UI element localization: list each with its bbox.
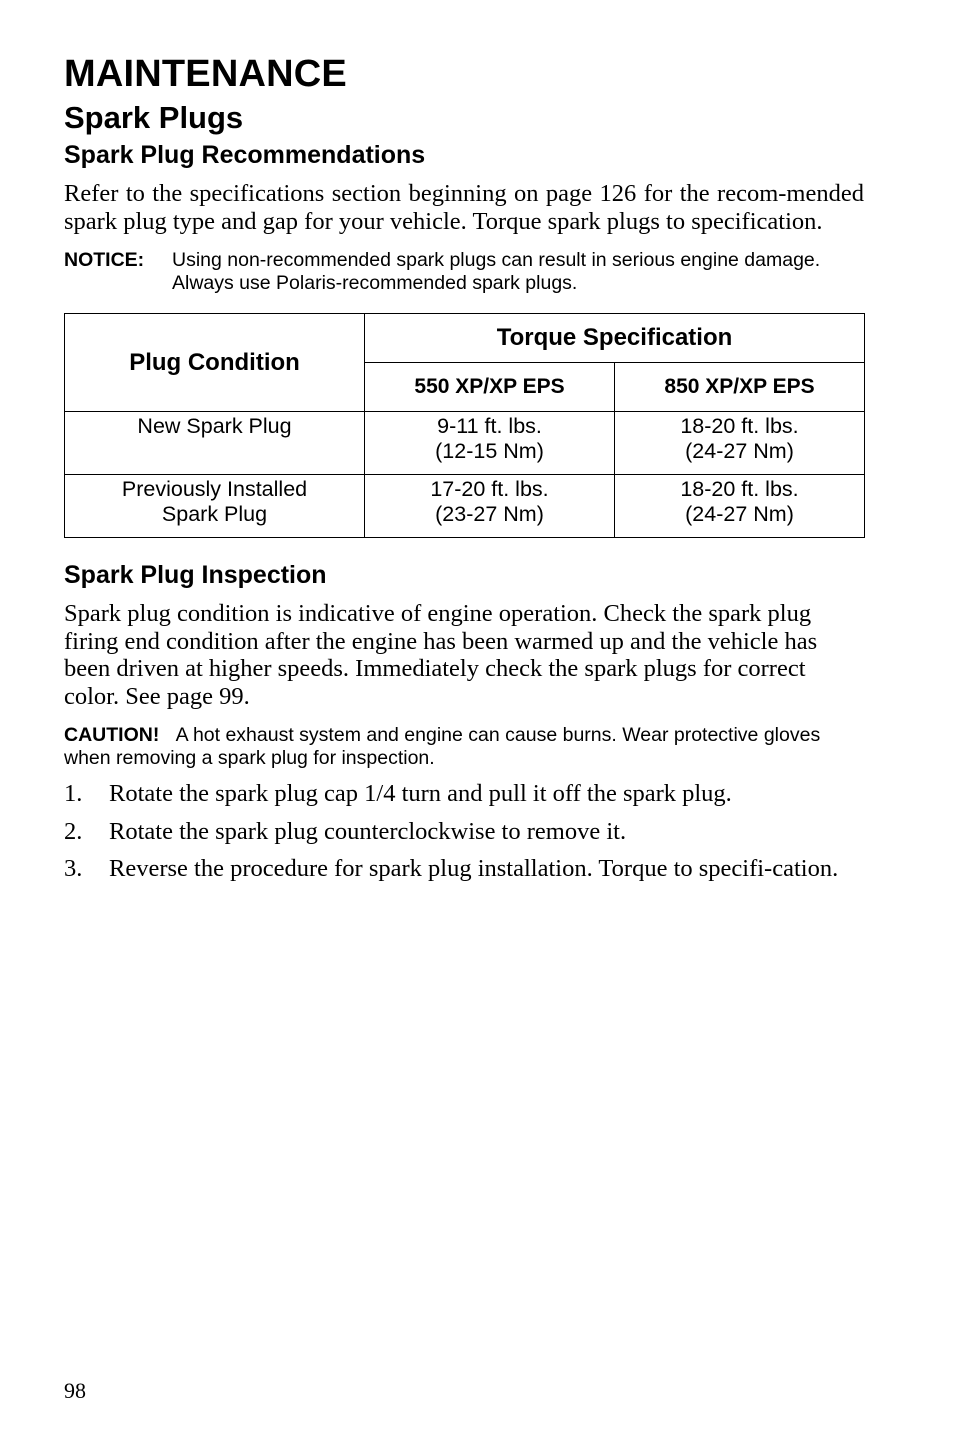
recommendations-paragraph: Refer to the specifications section beginning on page 126 for the recom-mended spark plug type and gap for your vehicle. Torque spark plugs to specification. <box>64 180 864 235</box>
header-plug-condition: Plug Condition <box>65 314 365 412</box>
cell-condition <box>65 412 365 475</box>
step-number: 2. <box>64 817 83 845</box>
notice-text: Using non-recommended spark plugs can result in serious engine damage. Always use Polaris-recommended spark plugs. <box>172 249 821 294</box>
list-item <box>64 780 864 808</box>
cell-line: Spark Plug <box>161 502 268 526</box>
cell-line: 9-11 ft. lbs. <box>437 414 542 438</box>
section-title: MAINTENANCE <box>64 53 347 95</box>
inspection-paragraph: Spark plug condition is indicative of engine operation. Check the spark plug firing end condition after the engine has been warmed up and the vehicle has been driven at higher speeds. Immediately check the spark plugs for correct color. See page 99. <box>64 600 818 710</box>
cell-line: 17-20 ft. lbs. <box>430 477 549 501</box>
step-text: Rotate the spark plug counterclockwise to remove it. <box>109 817 627 845</box>
procedure-steps <box>64 780 864 883</box>
torque-spec-table <box>64 313 865 538</box>
cell-550 <box>365 475 615 538</box>
header-550: 550 XP/XP EPS <box>365 363 615 412</box>
step-text: Rotate the spark plug cap 1/4 turn and pull it off the spark plug. <box>109 780 732 807</box>
step-number: 1. <box>64 780 83 807</box>
topic-title: Spark Plugs <box>64 100 244 135</box>
notice-block <box>64 249 864 295</box>
caution-label: CAUTION! <box>64 724 160 746</box>
recommendations-heading: Spark Plug Recommendations <box>64 141 426 169</box>
cell-condition <box>65 475 365 538</box>
list-item <box>64 818 864 846</box>
table-row <box>65 412 865 475</box>
cell-line: (24-27 Nm) <box>685 439 794 463</box>
cell-line: 18-20 ft. lbs. <box>680 477 799 501</box>
page-content <box>64 52 864 883</box>
step-number: 3. <box>64 855 83 882</box>
notice-label: NOTICE: <box>64 249 145 271</box>
cell-line: (12-15 Nm) <box>435 439 544 463</box>
caution-spacer <box>165 724 176 746</box>
cell-850 <box>615 475 865 538</box>
cell-line: (24-27 Nm) <box>685 502 794 526</box>
table-row <box>65 475 865 538</box>
header-torque-specification: Torque Specification <box>365 314 865 363</box>
cell-line: New Spark Plug <box>137 414 292 438</box>
inspection-heading: Spark Plug Inspection <box>64 561 327 589</box>
cell-550 <box>365 412 615 475</box>
cell-850 <box>615 412 865 475</box>
page-number: 98 <box>64 1378 86 1403</box>
caution-text: A hot exhaust system and engine can cause burns. Wear protective gloves when removing a spark plug for inspection. <box>64 724 821 769</box>
caution-block <box>64 724 864 770</box>
list-item <box>64 855 864 883</box>
step-text: Reverse the procedure for spark plug installation. Torque to specifi-cation. <box>109 855 839 882</box>
header-850: 850 XP/XP EPS <box>615 363 865 412</box>
cell-line: 18-20 ft. lbs. <box>680 414 799 438</box>
cell-line: Previously Installed <box>121 477 308 501</box>
cell-line: (23-27 Nm) <box>435 502 544 526</box>
